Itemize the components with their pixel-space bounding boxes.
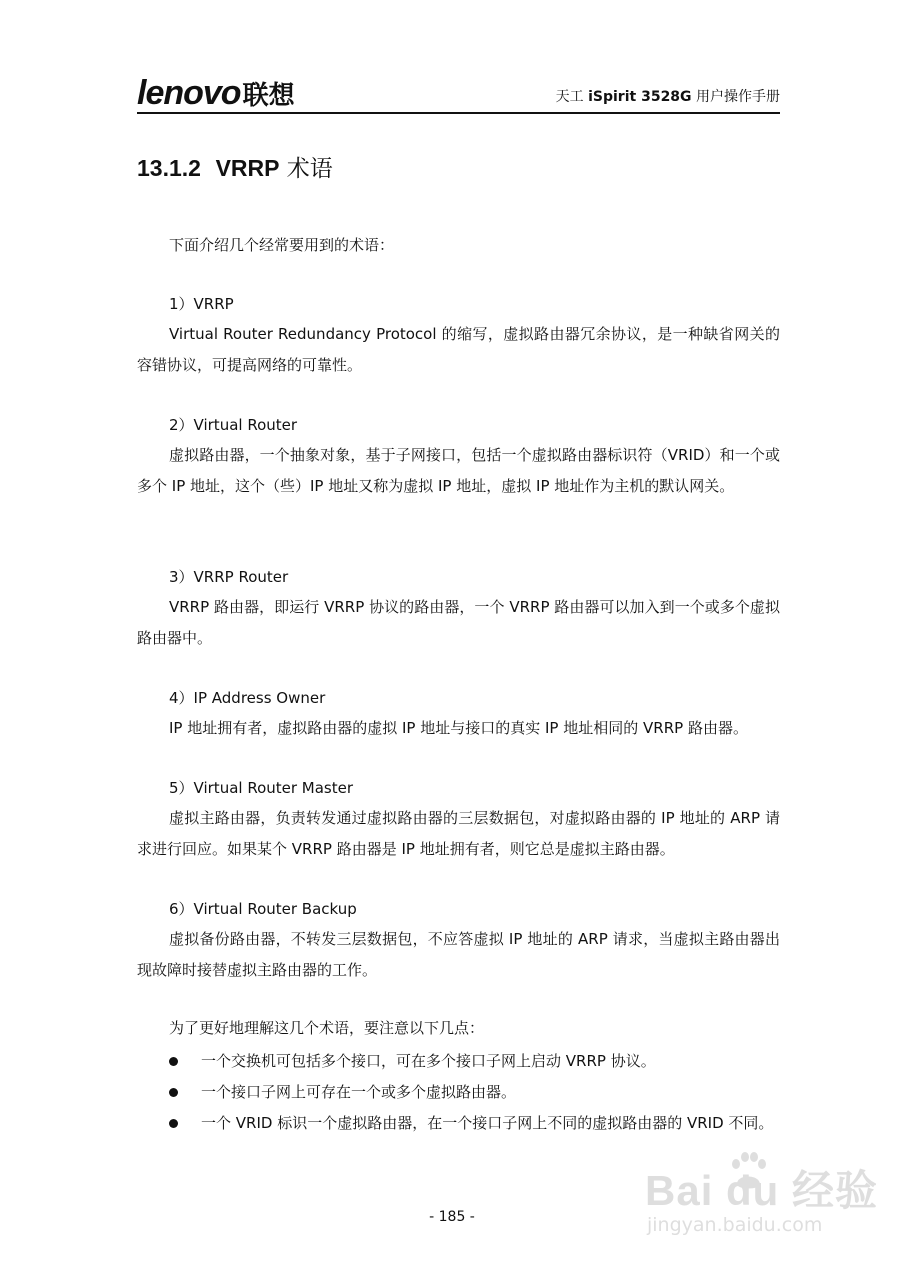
term-definition: 虚拟路由器，一个抽象对象，基于子网接口，包括一个虚拟路由器标识符（VRID）和一个或多个 IP 地址，这个（些）IP 地址又称为虚拟 IP 地址，虚拟 IP 地址作为主机的默认网关。 — [137, 446, 780, 495]
term-definition: Virtual Router Redundancy Protocol 的缩写，虚拟路由器冗余协议，是一种缺省网关的容错协议，可提高网络的可靠性。 — [137, 325, 780, 374]
term-heading: 6）Virtual Router Backup — [169, 900, 357, 918]
term-definition: 虚拟主路由器，负责转发通过虚拟路由器的三层数据包，对虚拟路由器的 IP 地址的 ARP 请求进行回应。如果某个 VRRP 路由器是 IP 地址拥有者，则它总是虚拟主路由器。 — [137, 809, 780, 858]
page-number: - 185 - — [429, 1209, 475, 1225]
term-definition: IP 地址拥有者，虚拟路由器的虚拟 IP 地址与接口的真实 IP 地址相同的 VRRP 路由器。 — [169, 719, 748, 737]
list-item — [137, 1046, 780, 1077]
doc-title-suffix: 用户操作手册 — [691, 89, 780, 105]
baidu-watermark — [645, 1148, 879, 1248]
doc-title-prefix: 天工 — [555, 89, 589, 105]
section-number: 13.1.2 — [137, 155, 201, 181]
term-heading: 2）Virtual Router — [169, 416, 298, 434]
section-heading — [137, 150, 333, 183]
bullet-icon — [169, 1119, 178, 1128]
lenovo-logo — [137, 76, 295, 110]
paw-icon — [727, 1152, 769, 1192]
list-item — [137, 1108, 780, 1139]
list-item — [137, 1077, 780, 1108]
logo-chinese: 联想 — [242, 81, 295, 111]
term-heading: 1）VRRP — [169, 295, 234, 313]
term-definition: 虚拟备份路由器，不转发三层数据包，不应答虚拟 IP 地址的 ARP 请求，当虚拟主路由器出现故障时接替虚拟主路由器的工作。 — [137, 930, 780, 979]
notes-list — [137, 1046, 780, 1139]
term-heading: 5）Virtual Router Master — [169, 779, 354, 797]
header-divider — [137, 112, 780, 114]
bullet-icon — [169, 1088, 178, 1097]
watermark-url: jingyan.baidu.com — [647, 1214, 823, 1236]
term-definition: VRRP 路由器，即运行 VRRP 协议的路由器，一个 VRRP 路由器可以加入到一个或多个虚拟路由器中。 — [137, 598, 780, 647]
term-heading: 4）IP Address Owner — [169, 689, 326, 707]
notes-intro: 为了更好地理解这几个术语，要注意以下几点： — [169, 1019, 485, 1037]
page-header — [137, 74, 780, 116]
section-title-keyword: VRRP — [215, 155, 280, 181]
intro-paragraph: 下面介绍几个经常要用到的术语： — [169, 236, 395, 254]
term-heading: 3）VRRP Router — [169, 568, 289, 586]
watermark-logo-text: Bai du 经验 — [645, 1167, 879, 1214]
list-item-text: 一个交换机可包括多个接口，可在多个接口子网上启动 VRRP 协议。 — [201, 1052, 656, 1070]
doc-title-product: iSpirit 3528G — [588, 89, 692, 105]
list-item-text: 一个 VRID 标识一个虚拟路由器，在一个接口子网上不同的虚拟路由器的 VRID 不同。 — [201, 1114, 774, 1132]
document-title — [556, 86, 780, 106]
bullet-icon — [169, 1057, 178, 1066]
list-item-text: 一个接口子网上可存在一个或多个虚拟路由器。 — [201, 1083, 517, 1101]
section-title-rest: 术语 — [279, 156, 333, 182]
logo-wordmark: lenovo — [137, 74, 241, 112]
